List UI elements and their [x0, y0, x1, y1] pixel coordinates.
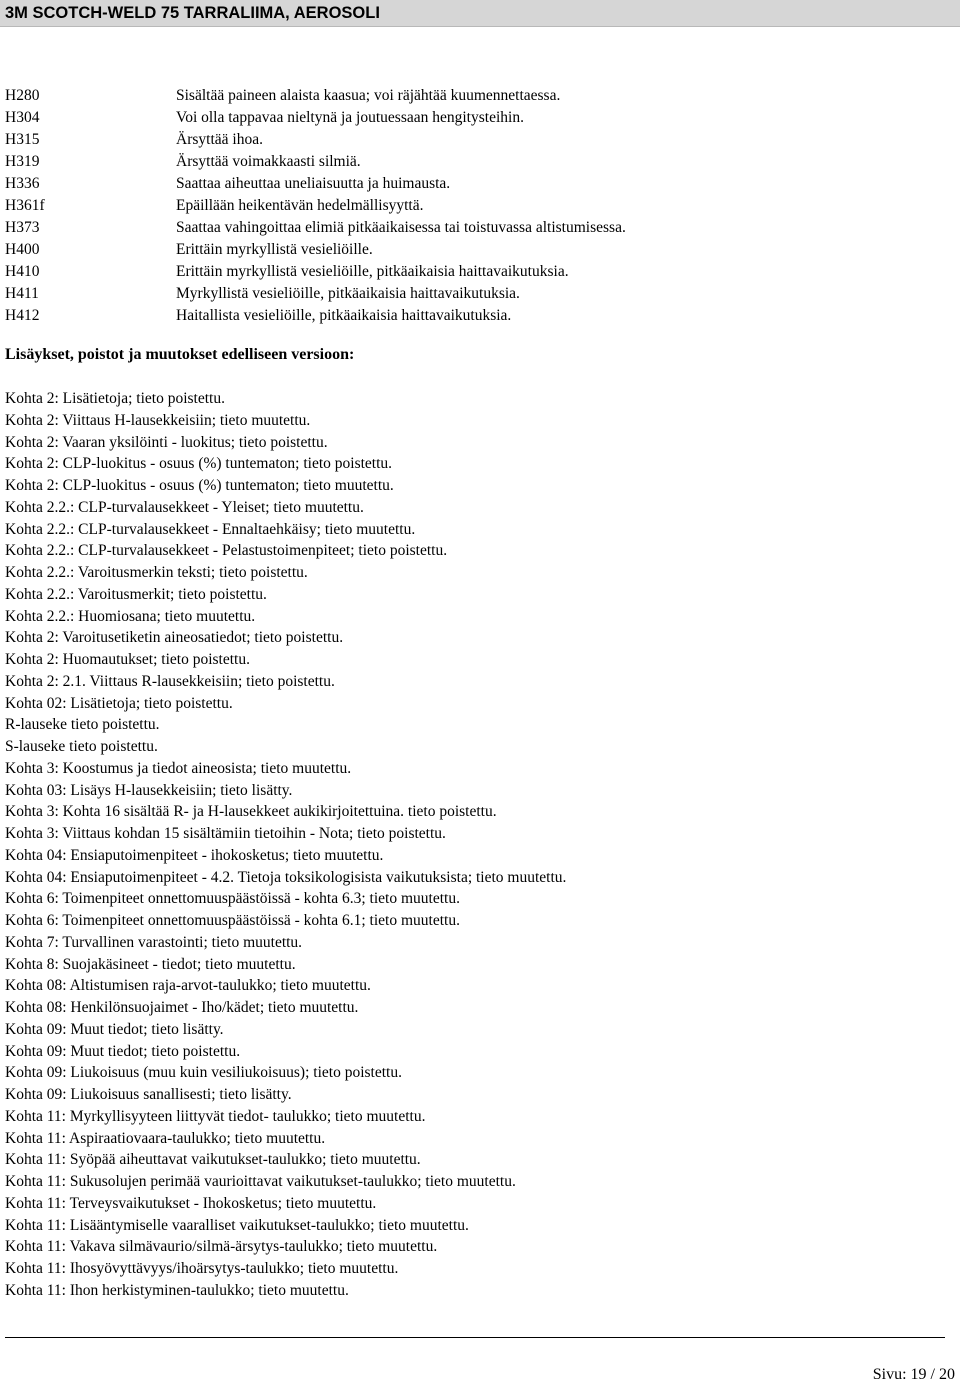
change-item: Kohta 2: Huomautukset; tieto poistettu. — [5, 651, 250, 668]
document-header — [0, 0, 960, 27]
hazard-statement-row — [5, 85, 945, 107]
hazard-text: Erittäin myrkyllistä vesieliöille, pitkäaikaisia haittavaikutuksia. — [176, 263, 569, 280]
hazard-statement-row — [5, 173, 945, 195]
hazard-code: H400 — [5, 241, 40, 258]
change-item: Kohta 11: Vakava silmävaurio/silmä-ärsytys-taulukko; tieto muutettu. — [5, 1238, 438, 1256]
change-item: Kohta 11: Aspiraatiovaara-taulukko; tieto muutettu. — [5, 1129, 326, 1147]
page-number: Sivu: 19 / 20 — [872, 1366, 955, 1383]
change-item: Kohta 11: Syöpää aiheuttavat vaikutukset-taulukko; tieto muutettu. — [5, 1151, 421, 1169]
change-item: Kohta 3: Koostumus ja tiedot aineosista; tieto muutettu. — [5, 759, 352, 777]
change-item: Kohta 2: 2.1. Viittaus R-lausekkeisiin; tieto poistettu. — [5, 672, 335, 690]
hazard-text: Saattaa aiheuttaa uneliaisuutta ja huimausta. — [176, 175, 451, 192]
change-item: Kohta 6: Toimenpiteet onnettomuuspäästöissä - kohta 6.1; tieto muutettu. — [5, 912, 460, 929]
hazard-statement-row — [5, 151, 945, 173]
hazard-code: H361f — [5, 197, 45, 214]
change-item: Kohta 2.2.: Varoitusmerkin teksti; tieto poistettu. — [5, 564, 308, 581]
hazard-text: Haitallista vesieliöille, pitkäaikaisia haittavaikutuksia. — [176, 307, 512, 324]
change-item: Kohta 2: Viittaus H-lausekkeisiin; tieto muutettu. — [5, 411, 311, 429]
hazard-text: Voi olla tappavaa nieltynä ja joutuessaan hengitysteihin. — [176, 109, 524, 126]
change-item: Kohta 09: Liukoisuus (muu kuin vesiliukoisuus); tieto poistettu. — [5, 1064, 402, 1082]
hazard-text: Myrkyllistä vesieliöille, pitkäaikaisia haittavaikutuksia. — [176, 285, 520, 302]
hazard-statement-row — [5, 283, 945, 305]
hazard-code: H373 — [5, 219, 40, 236]
change-item: Kohta 6: Toimenpiteet onnettomuuspäästöissä - kohta 6.3; tieto muutettu. — [5, 890, 460, 908]
hazard-statement-row — [5, 261, 945, 283]
change-item: Kohta 11: Ihosyövyttävyys/ihoärsytys-taulukko; tieto muutettu. — [5, 1260, 399, 1277]
hazard-code: H411 — [5, 285, 39, 302]
change-item: Kohta 7: Turvallinen varastointi; tieto muutettu. — [5, 933, 303, 951]
change-item: Kohta 04: Ensiaputoimenpiteet - ihokosketus; tieto muutettu. — [5, 846, 384, 864]
footer-divider — [5, 1337, 945, 1338]
change-item: Kohta 2.2.: Varoitusmerkit; tieto poistettu. — [5, 585, 267, 603]
document-title: 3M SCOTCH-WELD 75 TARRALIIMA, AEROSOLI — [5, 4, 380, 22]
hazard-text: Ärsyttää voimakkaasti silmiä. — [176, 153, 361, 170]
change-item: Kohta 11: Sukusolujen perimää vaurioittavat vaikutukset-taulukko; tieto muutettu. — [5, 1173, 516, 1190]
hazard-code: H280 — [5, 87, 40, 104]
change-item: Kohta 2.2.: CLP-turvalausekkeet - Ennaltaehkäisy; tieto muutettu. — [5, 520, 416, 538]
change-item: Kohta 04: Ensiaputoimenpiteet - 4.2. Tietoja toksikologisista vaikutuksista; tieto muutettu. — [5, 868, 567, 886]
change-item: R-lauseke tieto poistettu. — [5, 716, 160, 734]
change-item: Kohta 8: Suojakäsineet - tiedot; tieto muutettu. — [5, 955, 296, 973]
change-item: Kohta 08: Altistumisen raja-arvot-taulukko; tieto muutettu. — [5, 977, 371, 995]
change-item: Kohta 09: Liukoisuus sanallisesti; tieto lisätty. — [5, 1086, 292, 1103]
change-item: S-lauseke tieto poistettu. — [5, 738, 158, 755]
hazard-statement-row — [5, 239, 945, 261]
change-item: Kohta 03: Lisäys H-lausekkeisiin; tieto lisätty. — [5, 781, 293, 799]
change-item: Kohta 3: Kohta 16 sisältää R- ja H-lausekkeet aukikirjoitettuina. tieto poistettu. — [5, 803, 497, 821]
change-item: Kohta 2.2.: Huomiosana; tieto muutettu. — [5, 607, 256, 625]
change-item: Kohta 11: Myrkyllisyyteen liittyvät tiedot- taulukko; tieto muutettu. — [5, 1107, 426, 1125]
hazard-statement-row — [5, 107, 945, 129]
hazard-code: H315 — [5, 131, 40, 148]
hazard-statement-row — [5, 195, 945, 217]
change-item: Kohta 11: Ihon herkistyminen-taulukko; tieto muutettu. — [5, 1281, 349, 1299]
hazard-statement-list — [5, 85, 945, 327]
change-item: Kohta 2: CLP-luokitus - osuus (%) tuntematon; tieto muutettu. — [5, 477, 394, 494]
change-item: Kohta 2.2.: CLP-turvalausekkeet - Yleiset; tieto muutettu. — [5, 498, 364, 516]
hazard-code: H410 — [5, 263, 40, 280]
change-item: Kohta 3: Viittaus kohdan 15 sisältämiin tietoihin - Nota; tieto poistettu. — [5, 825, 446, 842]
hazard-statement-row — [5, 217, 945, 239]
change-item: Kohta 2: Vaaran yksilöinti - luokitus; tieto poistettu. — [5, 433, 328, 451]
hazard-code: H319 — [5, 153, 40, 170]
hazard-code: H412 — [5, 307, 40, 324]
change-item: Kohta 09: Muut tiedot; tieto poistettu. — [5, 1042, 241, 1060]
hazard-text: Ärsyttää ihoa. — [176, 131, 263, 148]
change-item: Kohta 08: Henkilönsuojaimet - Iho/kädet; tieto muutettu. — [5, 999, 359, 1016]
hazard-text: Epäillään heikentävän hedelmällisyyttä. — [176, 197, 424, 214]
change-item: Kohta 09: Muut tiedot; tieto lisätty. — [5, 1020, 224, 1038]
change-item: Kohta 11: Lisääntymiselle vaaralliset vaikutukset-taulukko; tieto muutettu. — [5, 1216, 469, 1234]
change-item: Kohta 2: CLP-luokitus - osuus (%) tuntematon; tieto poistettu. — [5, 455, 393, 473]
changes-list — [5, 388, 945, 1302]
hazard-text: Erittäin myrkyllistä vesieliöille. — [176, 241, 373, 258]
change-item: Kohta 2: Varoitusetiketin aineosatiedot; tieto poistettu. — [5, 629, 344, 647]
hazard-code: H336 — [5, 175, 40, 192]
hazard-text: Saattaa vahingoittaa elimiä pitkäaikaisessa tai toistuvassa altistumisessa. — [176, 219, 626, 236]
change-item: Kohta 11: Terveysvaikutukset - Ihokosketus; tieto muutettu. — [5, 1194, 377, 1212]
hazard-text: Sisältää paineen alaista kaasua; voi räjähtää kuumennettaessa. — [176, 87, 561, 104]
hazard-statement-row — [5, 305, 945, 327]
hazard-statement-row — [5, 129, 945, 151]
hazard-code: H304 — [5, 109, 40, 126]
change-item: Kohta 2.2.: CLP-turvalausekkeet - Pelastustoimenpiteet; tieto poistettu. — [5, 542, 448, 560]
change-item: Kohta 02: Lisätietoja; tieto poistettu. — [5, 694, 233, 712]
changes-heading: Lisäykset, poistot ja muutokset edelliseen versioon: — [5, 346, 355, 363]
change-item: Kohta 2: Lisätietoja; tieto poistettu. — [5, 390, 225, 407]
